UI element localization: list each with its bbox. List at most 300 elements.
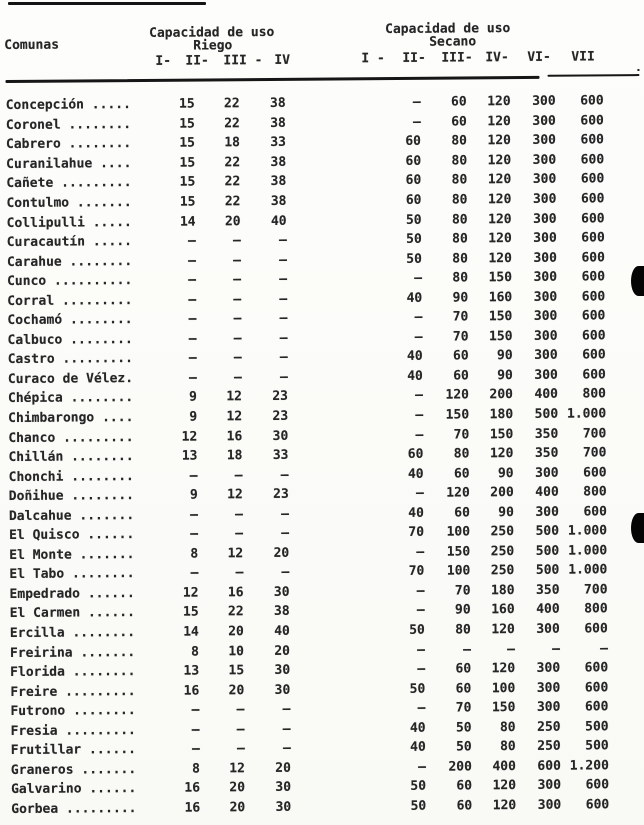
secano-class-header-vii: VII: [571, 49, 595, 65]
secano-value: 600: [584, 679, 609, 696]
secano-value: 500: [535, 563, 560, 579]
secano-value: 150: [491, 700, 516, 716]
riego-value: –: [279, 369, 288, 385]
secano-value: 60: [405, 134, 422, 150]
secano-value: –: [415, 407, 424, 423]
secano-value: 80: [451, 172, 468, 188]
riego-value: 20: [273, 545, 290, 561]
secano-value: 300: [533, 250, 557, 266]
riego-value: –: [281, 506, 289, 522]
commune-name: Ercilla ........: [9, 625, 136, 642]
secano-value: 180: [490, 582, 515, 599]
secano-value: 50: [455, 720, 472, 736]
secano-value: 600: [581, 210, 605, 227]
secano-value: 600: [580, 152, 605, 168]
secano-value: 80: [499, 719, 516, 735]
secano-value: 150: [488, 328, 513, 345]
secano-value: 800: [582, 386, 607, 402]
secano-value: 60: [405, 173, 422, 189]
secano-value: 70: [452, 309, 469, 325]
secano-value: 120: [487, 172, 512, 188]
riego-value: –: [280, 467, 289, 483]
secano-value: –: [416, 544, 425, 560]
secano-value: 90: [497, 367, 513, 384]
secano-value: –: [600, 640, 609, 656]
secano-value: 350: [535, 582, 560, 598]
riego-value: –: [279, 311, 288, 327]
secano-value: 600: [585, 777, 610, 793]
riego-value: –: [233, 252, 241, 268]
secano-value: 200: [448, 759, 472, 775]
riego-value: 40: [274, 623, 290, 639]
secano-value: 600: [581, 308, 606, 324]
spacer: [294, 728, 383, 729]
secano-value: 80: [451, 211, 468, 228]
riego-class-header-ii: II-: [185, 53, 209, 69]
commune-name: Chillán ........: [8, 449, 134, 466]
riego-value: –: [188, 350, 197, 366]
riego-value: –: [234, 467, 243, 483]
commune-name: Frutillar ......: [10, 742, 137, 759]
secano-value: 160: [491, 602, 515, 618]
riego-value: 20: [229, 800, 246, 816]
secano-value: 600: [583, 504, 607, 520]
secano-value: 150: [488, 309, 513, 325]
riego-value: –: [188, 272, 197, 288]
secano-value: –: [552, 641, 561, 657]
secano-value: 300: [537, 797, 562, 813]
secano-value: 400: [536, 602, 560, 618]
riego-value: –: [191, 702, 200, 718]
secano-value: 120: [489, 446, 514, 462]
riego-value: –: [190, 565, 199, 581]
commune-name: El Tabo ........: [9, 566, 135, 583]
riego-value: –: [235, 526, 244, 542]
secano-class-header-iv: IV-: [485, 50, 509, 66]
secano-value: 60: [456, 798, 473, 814]
secano-value: 600: [583, 464, 607, 481]
spacer: [293, 709, 382, 710]
secano-value: 400: [534, 387, 559, 403]
secano-value: 60: [455, 661, 472, 677]
spacer: [293, 689, 382, 690]
riego-value: 30: [273, 584, 290, 600]
secano-value: –: [415, 388, 424, 404]
secano-value: 120: [487, 113, 511, 130]
commune-name: Cochamó ........: [7, 312, 133, 329]
riego-value: –: [233, 370, 242, 386]
commune-name: Doñihue ........: [8, 488, 135, 505]
secano-value: 120: [487, 133, 512, 149]
secano-value: 600: [584, 621, 608, 637]
riego-value: 9: [189, 390, 198, 406]
secano-value: 120: [446, 485, 470, 501]
secano-value: 40: [410, 740, 426, 756]
riego-value: 8: [190, 546, 199, 562]
secano-value: 50: [406, 231, 422, 247]
secano-value: 80: [455, 622, 471, 638]
secano-value: 300: [532, 152, 557, 168]
secano-value: 50: [405, 212, 422, 228]
riego-value: 12: [226, 409, 243, 425]
secano-value: 160: [488, 289, 513, 305]
commune-name: Calbuco ........: [7, 331, 133, 348]
riego-value: –: [281, 565, 290, 581]
riego-value: –: [188, 331, 197, 347]
secano-value: 400: [535, 484, 559, 501]
riego-value: –: [190, 526, 199, 542]
riego-value: 15: [179, 194, 196, 210]
secano-value: 250: [537, 719, 561, 735]
secano-value: 600: [584, 699, 609, 715]
secano-value: –: [415, 485, 424, 502]
commune-name: El Monte .......: [9, 546, 135, 563]
commune-name: Curaco de Vélez.: [7, 370, 134, 387]
riego-value: –: [232, 233, 241, 249]
commune-name: Futrono ........: [10, 703, 136, 720]
secano-value: 600: [581, 230, 605, 246]
riego-value: –: [236, 702, 245, 718]
commune-name: Chimbarongo ....: [8, 410, 134, 427]
riego-group-subtitle: Riego: [193, 38, 233, 54]
secano-value: 90: [497, 465, 514, 481]
secano-value: 300: [537, 778, 562, 794]
scan-speck: [637, 69, 639, 71]
riego-value: 8: [192, 761, 200, 777]
riego-value: 16: [227, 585, 244, 601]
spacer: [290, 220, 379, 221]
commune-name: Contulmo .......: [6, 195, 132, 212]
secano-value: 60: [405, 153, 422, 169]
secano-value: 70: [408, 525, 425, 541]
secano-value: 300: [533, 308, 558, 325]
riego-value: 22: [224, 115, 240, 132]
riego-value: 38: [270, 154, 287, 170]
secano-class-header-ii: II-: [402, 50, 426, 66]
riego-value: 9: [189, 487, 198, 503]
secano-class-header-i: I -: [361, 51, 385, 67]
riego-value: 23: [272, 389, 289, 405]
spacer: [289, 142, 378, 143]
secano-value: 300: [536, 621, 560, 637]
secano-value: 600: [584, 660, 609, 676]
spacer: [293, 650, 382, 651]
secano-value: 70: [454, 583, 471, 599]
spacer: [289, 103, 378, 104]
riego-group-title: Capacidad de uso: [149, 24, 275, 41]
riego-value: 18: [226, 448, 243, 464]
secano-value: 300: [535, 504, 559, 520]
secano-value: 1.000: [567, 523, 608, 539]
riego-value: –: [188, 292, 197, 308]
riego-value: 15: [179, 174, 196, 191]
riego-value: 33: [270, 135, 287, 151]
secano-value: 60: [455, 681, 472, 697]
riego-value: 12: [229, 761, 245, 777]
secano-value: 600: [582, 347, 606, 363]
secano-value: 120: [445, 387, 470, 404]
secano-value: 80: [453, 446, 470, 462]
riego-value: 38: [270, 115, 286, 131]
riego-class-header-iii: III -: [223, 53, 263, 69]
spacer: [289, 162, 378, 163]
secano-value: 600: [580, 191, 605, 207]
secano-value: 300: [532, 172, 557, 188]
secano-value: 600: [582, 367, 606, 383]
riego-value: –: [236, 721, 245, 737]
secano-value: 250: [490, 563, 515, 579]
secano-value: 500: [585, 719, 609, 735]
riego-value: 16: [184, 780, 201, 797]
secano-value: 80: [452, 270, 469, 286]
commune-name: Curacautín .....: [6, 234, 133, 251]
secano-value: 150: [488, 270, 513, 286]
secano-value: 600: [581, 328, 606, 344]
secano-value: 200: [489, 387, 514, 403]
riego-value: 16: [226, 428, 243, 444]
secano-value: –: [463, 641, 472, 658]
secano-value: –: [418, 759, 426, 775]
riego-value: 13: [183, 663, 200, 679]
secano-value: –: [416, 603, 425, 619]
spacer: [292, 552, 381, 553]
secano-value: 40: [409, 720, 426, 736]
secano-value: 1.000: [566, 406, 607, 422]
secano-value: 300: [532, 133, 557, 149]
secano-value: 500: [535, 523, 560, 540]
spacer: [292, 533, 381, 534]
riego-value: 38: [273, 604, 290, 620]
riego-value: –: [233, 350, 242, 366]
header-rule-right: [547, 74, 639, 77]
secano-value: 600: [580, 113, 604, 129]
secano-value: 120: [491, 622, 515, 638]
secano-value: 120: [492, 797, 517, 814]
riego-value: 22: [224, 155, 241, 171]
spacer: [292, 494, 381, 495]
riego-value: 15: [182, 605, 199, 621]
riego-value: 20: [228, 624, 244, 640]
secano-class-header-vi: VI-: [527, 49, 551, 65]
riego-value: –: [189, 468, 198, 484]
secano-value: 80: [451, 192, 468, 208]
secano-value: 80: [452, 231, 468, 247]
secano-value: 180: [489, 407, 514, 423]
secano-value: 60: [451, 114, 467, 130]
secano-value: –: [416, 583, 425, 599]
secano-value: 60: [452, 348, 469, 364]
riego-value: 16: [184, 800, 201, 816]
secano-value: 50: [409, 681, 426, 697]
secano-value: 400: [492, 758, 516, 775]
secano-value: 60: [456, 778, 473, 794]
secano-value: 300: [533, 230, 557, 246]
riego-value: 20: [229, 780, 246, 796]
table-body: [6, 91, 622, 819]
commune-name: Coronel ........: [5, 116, 132, 133]
secano-value: 500: [535, 543, 560, 559]
riego-value: 23: [272, 408, 289, 424]
commune-name: Fresia .........: [10, 722, 136, 739]
commune-name: Empedrado ......: [9, 585, 135, 602]
secano-value: –: [412, 95, 421, 111]
secano-value: –: [415, 427, 424, 443]
secano-value: 150: [489, 426, 514, 442]
secano-value: 50: [406, 251, 422, 267]
spacer: [292, 513, 381, 514]
spacer: [291, 337, 380, 338]
spacer: [294, 807, 383, 808]
secano-value: 500: [534, 406, 559, 422]
secano-value: 200: [490, 485, 514, 501]
secano-value: 80: [451, 133, 468, 149]
secano-value: 120: [492, 778, 517, 794]
riego-value: 10: [228, 643, 245, 659]
riego-value: –: [233, 291, 242, 307]
secano-value: 50: [456, 739, 472, 755]
spacer: [293, 631, 382, 632]
secano-value: 90: [452, 290, 469, 306]
secano-value: 100: [446, 524, 471, 540]
riego-class-header-iv: IV: [274, 52, 291, 68]
riego-value: –: [279, 272, 288, 288]
spacer: [291, 416, 380, 417]
commune-name: Graneros .......: [10, 761, 137, 778]
riego-value: –: [190, 507, 198, 523]
secano-value: 250: [490, 543, 515, 560]
secano-value: –: [414, 310, 423, 326]
riego-value: 16: [183, 683, 200, 699]
commune-name: Freirina .......: [9, 644, 136, 661]
spacer: [292, 572, 381, 573]
secano-value: 120: [488, 211, 512, 227]
secano-value: 90: [454, 602, 471, 618]
commune-name: Cabrero ........: [5, 136, 132, 153]
riego-value: 12: [226, 389, 243, 405]
secano-value: 600: [581, 269, 606, 285]
secano-value: 120: [488, 250, 512, 266]
spacer: [293, 611, 382, 612]
secano-value: 600: [585, 797, 610, 813]
riego-value: 15: [179, 135, 196, 152]
riego-value: –: [282, 741, 291, 757]
spacer: [292, 474, 381, 475]
riego-value: –: [233, 311, 242, 327]
secano-value: 80: [451, 153, 468, 169]
spacer: [291, 396, 380, 397]
secano-value: 300: [533, 269, 558, 286]
secano-value: 800: [583, 484, 607, 500]
secano-value: –: [417, 700, 426, 717]
riego-value: 20: [275, 760, 291, 776]
riego-value: 13: [181, 448, 198, 464]
riego-value: 15: [179, 116, 195, 132]
secano-value: 120: [487, 152, 512, 169]
riego-value: –: [235, 506, 243, 522]
commune-name: El Carmen ......: [9, 605, 135, 622]
commune-name: Cunco ..........: [7, 273, 133, 290]
secano-value: 350: [534, 445, 559, 461]
commune-name: Castro .........: [7, 351, 133, 368]
riego-value: –: [235, 565, 244, 581]
riego-value: 30: [272, 428, 289, 444]
secano-value: 250: [537, 738, 561, 755]
secano-value: 600: [581, 289, 606, 305]
secano-value: 90: [498, 504, 514, 520]
secano-value: –: [507, 641, 516, 657]
secano-value: 80: [500, 739, 516, 755]
secano-value: 300: [532, 93, 556, 110]
riego-value: 30: [274, 682, 291, 698]
secano-value: 40: [406, 349, 423, 365]
riego-value: 14: [183, 624, 199, 640]
riego-value: 20: [224, 213, 241, 229]
secano-value: 50: [410, 798, 427, 814]
secano-value: 120: [487, 94, 511, 110]
commune-name: Cañete .........: [6, 175, 132, 192]
spacer: [291, 435, 380, 436]
riego-value: 38: [269, 96, 286, 112]
secano-value: 70: [408, 564, 425, 580]
riego-value: –: [187, 233, 196, 249]
secano-value: –: [417, 642, 426, 658]
secano-value: 1.200: [569, 758, 609, 774]
secano-value: 300: [532, 191, 557, 207]
riego-value: –: [236, 741, 245, 757]
riego-value: –: [279, 350, 288, 366]
riego-value: 12: [227, 487, 243, 503]
secano-class-header-iii: III-: [441, 50, 473, 66]
secano-value: 600: [580, 132, 605, 148]
riego-value: 15: [178, 96, 195, 112]
secano-value: 40: [407, 368, 423, 384]
riego-value: 30: [275, 799, 292, 815]
commune-name: Corral .........: [7, 292, 133, 309]
spacer: [293, 670, 382, 671]
spacer: [293, 592, 382, 593]
secano-value: 300: [534, 367, 558, 383]
riego-value: 40: [270, 213, 287, 229]
secano-value: 350: [534, 426, 559, 442]
riego-value: 12: [227, 546, 244, 562]
secano-value: 60: [454, 505, 470, 521]
secano-value: 40: [407, 466, 424, 482]
riego-value: –: [279, 330, 288, 346]
secano-value: 300: [534, 348, 558, 364]
secano-value: –: [414, 270, 423, 287]
spacer: [291, 455, 380, 456]
secano-group-subtitle: Secano: [429, 34, 477, 50]
secano-value: 1.000: [568, 543, 608, 559]
secano-value: 60: [453, 466, 470, 482]
riego-value: 18: [224, 135, 241, 151]
secano-value: 40: [406, 290, 423, 306]
riego-value: –: [281, 526, 290, 542]
secano-value: 60: [450, 94, 467, 110]
riego-value: 22: [224, 174, 241, 190]
secano-value: 100: [446, 563, 471, 579]
secano-value: 60: [407, 446, 424, 462]
secano-value: 800: [584, 601, 608, 617]
secano-value: 600: [537, 758, 561, 774]
secano-value: –: [417, 661, 426, 677]
secano-value: 120: [487, 192, 512, 208]
riego-value: 8: [191, 644, 200, 660]
riego-value: –: [191, 741, 200, 757]
secano-value: 300: [533, 289, 558, 305]
secano-value: 90: [496, 348, 513, 364]
secano-value: 300: [536, 699, 561, 716]
